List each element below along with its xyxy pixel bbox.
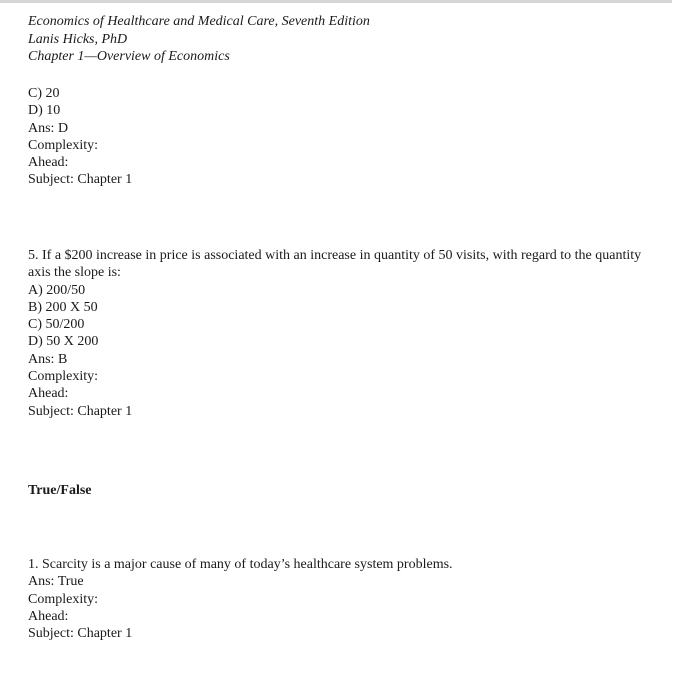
option-c: C) 20 [28, 86, 60, 101]
author: Lanis Hicks, PhD [28, 31, 128, 47]
page-top-border [0, 0, 672, 3]
chapter-title: Chapter 1—Overview of Economics [28, 49, 230, 64]
answer: Ans: True [28, 574, 84, 590]
option-c: C) 50/200 [28, 317, 85, 333]
option-d: D) 10 [28, 103, 61, 119]
answer: Ans: B [28, 351, 68, 367]
complexity: Complexity: [28, 591, 98, 607]
complexity: Complexity: [28, 369, 98, 385]
question-text: 1. Scarcity is a major cause of many of today’s healthcare system problems. [28, 557, 453, 572]
complexity: Complexity: [28, 137, 98, 153]
answer: Ans: D [28, 120, 69, 136]
question-5 [28, 247, 648, 420]
ahead: Ahead: [28, 386, 69, 402]
question-continued [28, 85, 132, 189]
option-b: B) 200 X 50 [28, 299, 98, 315]
subject: Subject: Chapter 1 [28, 403, 133, 419]
ahead: Ahead: [28, 155, 69, 171]
ahead: Ahead: [28, 608, 69, 624]
true-false-question-1 [28, 556, 453, 642]
subject: Subject: Chapter 1 [28, 626, 133, 642]
document-header [28, 13, 370, 66]
question-text: 5. If a $200 increase in price is associated with an increase in quantity of 50 visits, with regard to the quantity axis the slope is: [28, 248, 642, 281]
option-a: A) 200/50 [28, 282, 86, 298]
section-heading-true-false: True/False [28, 483, 92, 498]
book-title: Economics of Healthcare and Medical Care, Seventh Edition [28, 14, 370, 29]
subject: Subject: Chapter 1 [28, 172, 133, 188]
option-d: D) 50 X 200 [28, 334, 99, 350]
